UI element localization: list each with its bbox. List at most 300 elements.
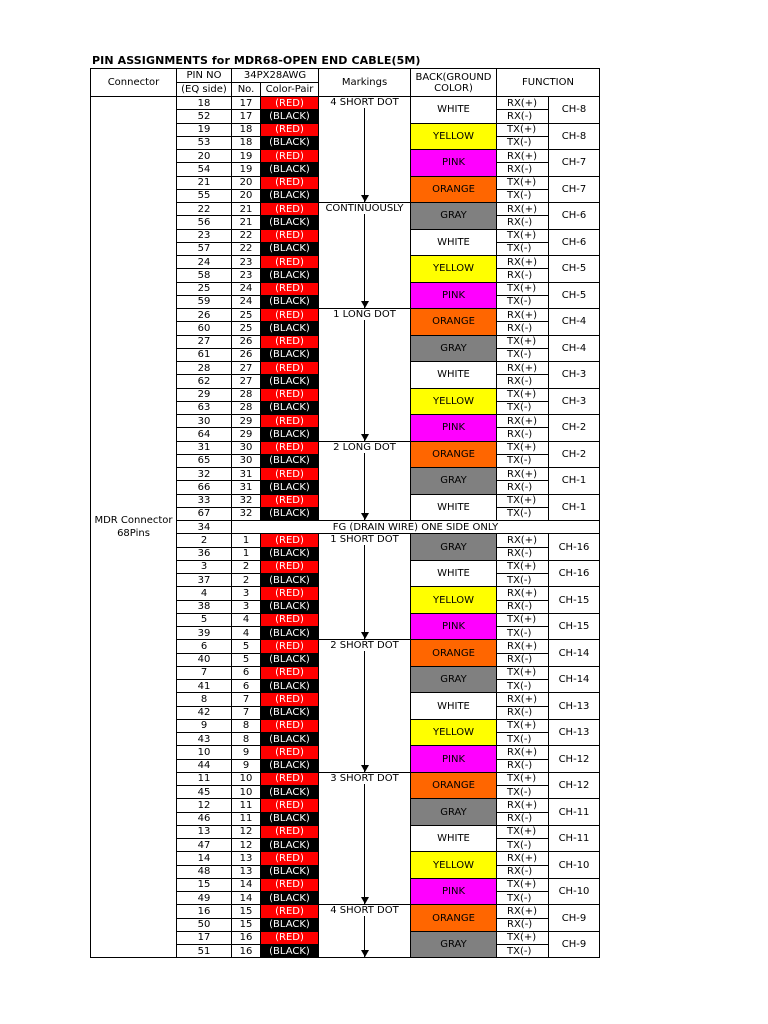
color-pair-black: (BLACK) [261, 733, 319, 746]
marking-cell [319, 441, 411, 521]
arrow-down-icon [361, 765, 369, 772]
pair-number: 9 [232, 759, 261, 772]
marking-line [364, 453, 365, 521]
pin-number: 12 [177, 799, 232, 812]
background-color-cell: WHITE [411, 560, 497, 587]
function-signal: TX(+) [497, 123, 549, 136]
channel-label: CH-16 [549, 560, 600, 587]
background-color-cell: YELLOW [411, 852, 497, 879]
function-signal: RX(-) [497, 163, 549, 176]
marking-label: 3 SHORT DOT [330, 772, 399, 784]
pair-number: 13 [232, 865, 261, 878]
pin-number: 17 [177, 931, 232, 944]
function-signal: RX(-) [497, 216, 549, 229]
function-signal: RX(+) [497, 746, 549, 759]
pair-number: 16 [232, 945, 261, 958]
pin-number: 48 [177, 865, 232, 878]
pair-number: 4 [232, 627, 261, 640]
color-pair-black: (BLACK) [261, 653, 319, 666]
marking-label: 4 SHORT DOT [330, 97, 399, 108]
pin-number: 26 [177, 309, 232, 322]
fg-drain-wire-note: FG (DRAIN WIRE) ONE SIDE ONLY [232, 521, 600, 534]
background-color-cell: ORANGE [411, 441, 497, 468]
function-signal: TX(-) [497, 892, 549, 905]
connector-label-line1: MDR Connector [94, 515, 173, 527]
pair-number: 10 [232, 786, 261, 799]
color-pair-black: (BLACK) [261, 706, 319, 719]
function-signal: TX(-) [497, 401, 549, 414]
header-back-color [411, 69, 497, 97]
pin-number: 60 [177, 322, 232, 335]
pin-number: 4 [177, 587, 232, 600]
background-color-cell: ORANGE [411, 640, 497, 667]
channel-label: CH-8 [549, 123, 600, 150]
color-pair-black: (BLACK) [261, 322, 319, 335]
background-color-cell: WHITE [411, 97, 497, 124]
color-pair-red: (RED) [261, 309, 319, 322]
background-color-cell: ORANGE [411, 176, 497, 203]
color-pair-red: (RED) [261, 640, 319, 653]
pair-number: 2 [232, 560, 261, 573]
background-color-cell: ORANGE [411, 905, 497, 932]
channel-label: CH-2 [549, 441, 600, 468]
arrow-down-icon [361, 513, 369, 520]
color-pair-red: (RED) [261, 441, 319, 454]
pin-number: 13 [177, 825, 232, 838]
function-signal: TX(-) [497, 295, 549, 308]
color-pair-black: (BLACK) [261, 547, 319, 560]
function-signal: TX(+) [497, 825, 549, 838]
arrow-down-icon [361, 434, 369, 441]
function-signal: RX(+) [497, 799, 549, 812]
pair-number: 8 [232, 719, 261, 732]
arrow-down-icon [361, 301, 369, 308]
color-pair-red: (RED) [261, 931, 319, 944]
arrow-down-icon [361, 632, 369, 639]
function-signal: RX(+) [497, 150, 549, 163]
channel-label: CH-13 [549, 719, 600, 746]
pin-number: 62 [177, 375, 232, 388]
function-signal: TX(-) [497, 839, 549, 852]
channel-label: CH-12 [549, 772, 600, 799]
marking-cell [319, 772, 411, 905]
function-signal: TX(-) [497, 348, 549, 361]
function-signal: RX(+) [497, 534, 549, 547]
header-connector: Connector [91, 69, 177, 97]
channel-label: CH-3 [549, 388, 600, 415]
pair-number: 32 [232, 494, 261, 507]
background-color-cell: PINK [411, 878, 497, 905]
background-color-cell: WHITE [411, 825, 497, 852]
color-pair-red: (RED) [261, 203, 319, 216]
marking-label: CONTINUOUSLY [325, 203, 404, 214]
pin-number: 28 [177, 362, 232, 375]
background-color-cell: YELLOW [411, 256, 497, 283]
background-color-cell: YELLOW [411, 719, 497, 746]
function-signal: TX(+) [497, 931, 549, 944]
channel-label: CH-4 [549, 335, 600, 362]
function-signal: TX(-) [497, 786, 549, 799]
function-signal: RX(+) [497, 905, 549, 918]
function-signal: TX(+) [497, 560, 549, 573]
channel-label: CH-1 [549, 494, 600, 521]
function-signal: RX(-) [497, 812, 549, 825]
pin-number: 6 [177, 640, 232, 653]
function-signal: TX(-) [497, 454, 549, 467]
color-pair-black: (BLACK) [261, 136, 319, 149]
color-pair-black: (BLACK) [261, 428, 319, 441]
channel-label: CH-7 [549, 150, 600, 177]
pair-number: 2 [232, 574, 261, 587]
pair-number: 23 [232, 256, 261, 269]
background-color-cell: WHITE [411, 494, 497, 521]
function-signal: TX(-) [497, 733, 549, 746]
arrow-down-icon [361, 897, 369, 904]
pair-number: 8 [232, 733, 261, 746]
pair-number: 27 [232, 375, 261, 388]
pin-number: 45 [177, 786, 232, 799]
pair-number: 20 [232, 176, 261, 189]
channel-label: CH-9 [549, 905, 600, 932]
header-awg: 34PX28AWG [232, 69, 319, 83]
channel-label: CH-14 [549, 640, 600, 667]
pair-number: 3 [232, 587, 261, 600]
header-pin-no: PIN NO [177, 69, 232, 83]
function-signal: RX(+) [497, 415, 549, 428]
pair-number: 25 [232, 322, 261, 335]
marking-cell [319, 203, 411, 309]
pin-number: 36 [177, 547, 232, 560]
pair-number: 16 [232, 931, 261, 944]
pair-number: 12 [232, 825, 261, 838]
function-signal: RX(-) [497, 759, 549, 772]
marking-cell [319, 97, 411, 203]
marking-label: 1 SHORT DOT [330, 534, 399, 546]
channel-label: CH-8 [549, 97, 600, 124]
pin-number: 56 [177, 216, 232, 229]
function-signal: TX(+) [497, 282, 549, 295]
background-color-cell: WHITE [411, 362, 497, 389]
pair-number: 28 [232, 401, 261, 414]
channel-label: CH-14 [549, 666, 600, 693]
pin-number: 65 [177, 454, 232, 467]
pin-number: 64 [177, 428, 232, 441]
marking-cell [319, 534, 411, 640]
color-pair-red: (RED) [261, 719, 319, 732]
function-signal: TX(+) [497, 176, 549, 189]
color-pair-red: (RED) [261, 772, 319, 785]
marking-label: 4 SHORT DOT [330, 905, 399, 917]
pin-number: 53 [177, 136, 232, 149]
pin-number: 46 [177, 812, 232, 825]
channel-label: CH-3 [549, 362, 600, 389]
connector-label [91, 97, 177, 958]
pin-number: 63 [177, 401, 232, 414]
function-signal: RX(+) [497, 587, 549, 600]
color-pair-red: (RED) [261, 229, 319, 242]
header-no: No. [232, 83, 261, 97]
function-signal: RX(-) [497, 428, 549, 441]
pair-number: 23 [232, 269, 261, 282]
color-pair-red: (RED) [261, 494, 319, 507]
table-row [91, 97, 600, 110]
color-pair-red: (RED) [261, 852, 319, 865]
pair-number: 27 [232, 362, 261, 375]
channel-label: CH-2 [549, 415, 600, 442]
function-signal: RX(+) [497, 362, 549, 375]
pair-number: 15 [232, 905, 261, 918]
channel-label: CH-13 [549, 693, 600, 720]
function-signal: RX(+) [497, 468, 549, 481]
function-signal: TX(+) [497, 719, 549, 732]
function-signal: TX(+) [497, 388, 549, 401]
pin-number: 3 [177, 560, 232, 573]
color-pair-red: (RED) [261, 825, 319, 838]
background-color-cell: YELLOW [411, 587, 497, 614]
channel-label: CH-11 [549, 825, 600, 852]
pair-number: 22 [232, 229, 261, 242]
pin-number: 50 [177, 918, 232, 931]
pair-number: 24 [232, 282, 261, 295]
arrow-down-icon [361, 195, 369, 202]
pin-number: 9 [177, 719, 232, 732]
function-signal: TX(+) [497, 441, 549, 454]
color-pair-black: (BLACK) [261, 759, 319, 772]
color-pair-black: (BLACK) [261, 242, 319, 255]
pair-number: 7 [232, 693, 261, 706]
header-back-line1: BACK(GROUND [415, 71, 492, 83]
function-signal: TX(-) [497, 507, 549, 520]
pair-number: 21 [232, 216, 261, 229]
color-pair-red: (RED) [261, 150, 319, 163]
channel-label: CH-6 [549, 229, 600, 256]
header-color-pair: Color-Pair [261, 83, 319, 97]
function-signal: RX(-) [497, 547, 549, 560]
color-pair-black: (BLACK) [261, 481, 319, 494]
pin-number: 44 [177, 759, 232, 772]
color-pair-red: (RED) [261, 415, 319, 428]
pair-number: 20 [232, 189, 261, 202]
pin-number: 11 [177, 772, 232, 785]
background-color-cell: PINK [411, 282, 497, 309]
pair-number: 18 [232, 123, 261, 136]
function-signal: RX(+) [497, 203, 549, 216]
pin-number: 7 [177, 666, 232, 679]
function-signal: RX(-) [497, 322, 549, 335]
pin-number: 5 [177, 613, 232, 626]
pin-number: 22 [177, 203, 232, 216]
pair-number: 7 [232, 706, 261, 719]
pin-number: 51 [177, 945, 232, 958]
channel-label: CH-15 [549, 587, 600, 614]
color-pair-red: (RED) [261, 176, 319, 189]
pair-number: 14 [232, 892, 261, 905]
function-signal: TX(-) [497, 945, 549, 958]
channel-label: CH-16 [549, 534, 600, 561]
color-pair-black: (BLACK) [261, 574, 319, 587]
channel-label: CH-5 [549, 282, 600, 309]
connector-label-line2: 68Pins [117, 528, 150, 540]
marking-cell [319, 905, 411, 958]
pair-number: 9 [232, 746, 261, 759]
pair-number: 19 [232, 150, 261, 163]
background-color-cell: YELLOW [411, 123, 497, 150]
pin-number: 25 [177, 282, 232, 295]
function-signal: RX(+) [497, 97, 549, 110]
pin-number: 58 [177, 269, 232, 282]
pair-number: 25 [232, 309, 261, 322]
pair-number: 11 [232, 812, 261, 825]
marking-line [364, 784, 365, 905]
pair-number: 5 [232, 640, 261, 653]
channel-label: CH-1 [549, 468, 600, 495]
color-pair-black: (BLACK) [261, 295, 319, 308]
color-pair-red: (RED) [261, 587, 319, 600]
pair-number: 29 [232, 415, 261, 428]
pin-number: 2 [177, 534, 232, 547]
channel-label: CH-12 [549, 746, 600, 773]
pin-number: 31 [177, 441, 232, 454]
color-pair-red: (RED) [261, 362, 319, 375]
pair-number: 26 [232, 335, 261, 348]
marking-line [364, 545, 365, 639]
function-signal: RX(+) [497, 309, 549, 322]
function-signal: RX(-) [497, 706, 549, 719]
pair-number: 30 [232, 441, 261, 454]
background-color-cell: WHITE [411, 229, 497, 256]
marking-label: 2 SHORT DOT [330, 640, 399, 652]
pin-number: 18 [177, 97, 232, 110]
channel-label: CH-10 [549, 852, 600, 879]
color-pair-black: (BLACK) [261, 401, 319, 414]
color-pair-black: (BLACK) [261, 786, 319, 799]
pin-number: 67 [177, 507, 232, 520]
pin-number: 24 [177, 256, 232, 269]
color-pair-black: (BLACK) [261, 918, 319, 931]
background-color-cell: GRAY [411, 468, 497, 495]
color-pair-black: (BLACK) [261, 348, 319, 361]
function-signal: TX(+) [497, 229, 549, 242]
pair-number: 14 [232, 878, 261, 891]
pair-number: 10 [232, 772, 261, 785]
pin-number: 15 [177, 878, 232, 891]
function-signal: RX(-) [497, 110, 549, 123]
color-pair-black: (BLACK) [261, 600, 319, 613]
color-pair-black: (BLACK) [261, 812, 319, 825]
function-signal: RX(-) [497, 269, 549, 282]
function-signal: RX(+) [497, 693, 549, 706]
function-signal: TX(+) [497, 613, 549, 626]
function-signal: TX(-) [497, 574, 549, 587]
channel-label: CH-7 [549, 176, 600, 203]
color-pair-red: (RED) [261, 468, 319, 481]
channel-label: CH-10 [549, 878, 600, 905]
pair-number: 28 [232, 388, 261, 401]
pin-number: 30 [177, 415, 232, 428]
color-pair-black: (BLACK) [261, 163, 319, 176]
color-pair-black: (BLACK) [261, 189, 319, 202]
function-signal: RX(-) [497, 653, 549, 666]
marking-line [364, 651, 365, 772]
function-signal: TX(-) [497, 242, 549, 255]
marking-label: 1 LONG DOT [333, 309, 396, 320]
header-eq-side: (EQ side) [177, 83, 232, 97]
function-signal: RX(-) [497, 481, 549, 494]
pin-number: 37 [177, 574, 232, 587]
function-signal: TX(+) [497, 666, 549, 679]
background-color-cell: GRAY [411, 534, 497, 561]
pin-number: 38 [177, 600, 232, 613]
pin-assignment-table [90, 68, 600, 958]
pair-number: 17 [232, 110, 261, 123]
pin-number: 52 [177, 110, 232, 123]
color-pair-red: (RED) [261, 666, 319, 679]
pin-number: 57 [177, 242, 232, 255]
background-color-cell: PINK [411, 613, 497, 640]
channel-label: CH-11 [549, 799, 600, 826]
pin-number: 59 [177, 295, 232, 308]
pin-number: 61 [177, 348, 232, 361]
color-pair-black: (BLACK) [261, 627, 319, 640]
pin-number: 42 [177, 706, 232, 719]
function-signal: TX(+) [497, 494, 549, 507]
pair-number: 19 [232, 163, 261, 176]
pin-number: 33 [177, 494, 232, 507]
color-pair-black: (BLACK) [261, 839, 319, 852]
channel-label: CH-15 [549, 613, 600, 640]
pin-number: 32 [177, 468, 232, 481]
pin-number: 14 [177, 852, 232, 865]
color-pair-red: (RED) [261, 282, 319, 295]
function-signal: TX(-) [497, 189, 549, 202]
pin-number: 54 [177, 163, 232, 176]
marking-cell [319, 640, 411, 773]
background-color-cell: YELLOW [411, 388, 497, 415]
pin-number: 39 [177, 627, 232, 640]
function-signal: TX(+) [497, 335, 549, 348]
function-signal: TX(+) [497, 878, 549, 891]
color-pair-red: (RED) [261, 693, 319, 706]
pin-number: 40 [177, 653, 232, 666]
pair-number: 32 [232, 507, 261, 520]
marking-cell [319, 309, 411, 442]
pin-number: 8 [177, 693, 232, 706]
function-signal: TX(-) [497, 136, 549, 149]
pair-number: 24 [232, 295, 261, 308]
background-color-cell: GRAY [411, 799, 497, 826]
color-pair-red: (RED) [261, 746, 319, 759]
marking-line [364, 214, 365, 308]
color-pair-red: (RED) [261, 256, 319, 269]
marking-label: 2 LONG DOT [333, 441, 396, 453]
pin-number: 55 [177, 189, 232, 202]
color-pair-black: (BLACK) [261, 680, 319, 693]
channel-label: CH-5 [549, 256, 600, 283]
function-signal: RX(+) [497, 852, 549, 865]
pin-number: 41 [177, 680, 232, 693]
pin-number: 21 [177, 176, 232, 189]
pair-number: 15 [232, 918, 261, 931]
color-pair-red: (RED) [261, 905, 319, 918]
color-pair-black: (BLACK) [261, 216, 319, 229]
function-signal: TX(+) [497, 772, 549, 785]
header-back-line2: COLOR) [434, 82, 473, 94]
background-color-cell: WHITE [411, 693, 497, 720]
pair-number: 12 [232, 839, 261, 852]
pair-number: 21 [232, 203, 261, 216]
pair-number: 17 [232, 97, 261, 110]
marking-line [364, 108, 365, 202]
